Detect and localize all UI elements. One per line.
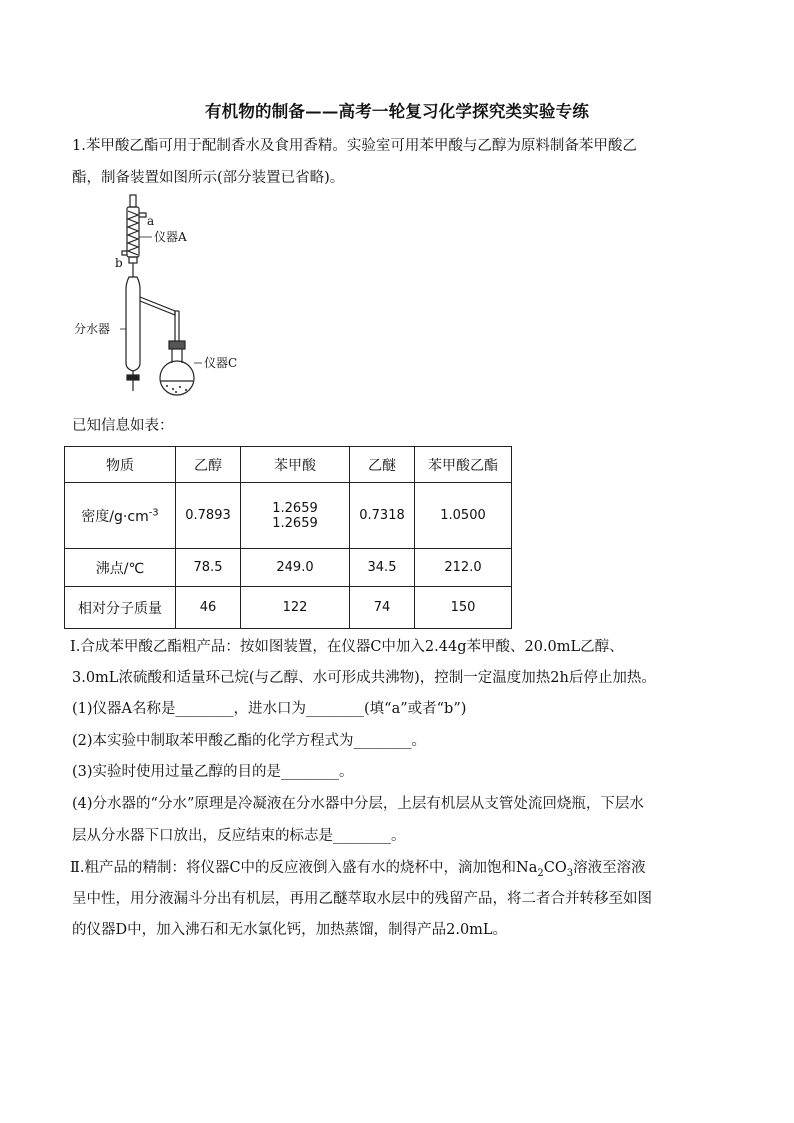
table-row-boiling-point xyxy=(65,549,512,587)
table-cell: 34.5 xyxy=(350,549,415,587)
sub-question-1: (1)仪器A名称是________，进水口为________(填“a”或者“b”) xyxy=(72,701,467,717)
question-1-line-1: 1.苯甲酸乙酯可用于配制香水及食用香精。实验室可用苯甲酸与乙醇为原料制备苯甲酸乙 xyxy=(72,138,637,154)
label-water-separator: 分水器 xyxy=(74,322,111,336)
table-row-molar-mass xyxy=(65,587,512,629)
row-label-density: 密度$/g\cdot cm^{-3}$ xyxy=(65,483,176,549)
sub-question-4-line-2: 层从分水器下口放出，反应结束的标志是________。 xyxy=(72,828,406,844)
sub-question-3: (3)实验时使用过量乙醇的目的是________。 xyxy=(72,764,354,780)
row-label-boiling-point: 沸点/℃ xyxy=(65,549,176,587)
row-label-molar-mass: 相对分子质量 xyxy=(65,587,176,629)
page-title: 有机物的制备——高考一轮复习化学探究类实验专练 xyxy=(204,102,590,121)
table-row-density xyxy=(65,483,512,549)
table-cell: 1.0500 xyxy=(415,483,512,549)
header-cell: 苯甲酸乙酯 xyxy=(415,447,512,483)
table-cell: 212.0 xyxy=(415,549,512,587)
header-cell: 乙醚 xyxy=(350,447,415,483)
table-cell: 150 xyxy=(415,587,512,629)
label-b: b xyxy=(115,256,123,270)
table-cell: 1.2659 1.2659 xyxy=(241,483,350,549)
header-cell: 物质 xyxy=(65,447,176,483)
table-cell: 78.5 xyxy=(176,549,241,587)
part-2-line-3: 的仪器D中，加入沸石和无水氯化钙，加热蒸馏，制得产品2.0mL。 xyxy=(72,922,508,938)
table-cell: 249.0 xyxy=(241,549,350,587)
table-cell: 0.7318 xyxy=(350,483,415,549)
question-1-line-2: 酯，制备装置如图所示(部分装置已省略)。 xyxy=(72,170,345,186)
table-cell: 74 xyxy=(350,587,415,629)
part-1-line-2: 3.0mL浓硫酸和适量环己烷(与乙醇、水可形成共沸物)，控制一定温度加热2h后停止加热。 xyxy=(72,670,656,686)
label-instrument-c: 仪器C xyxy=(204,356,238,370)
header-cell: 乙醇 xyxy=(176,447,241,483)
sub-question-2: (2)本实验中制取苯甲酸乙酯的化学方程式为________。 xyxy=(72,733,427,749)
table-cell: 122 xyxy=(241,587,350,629)
part-2-line-2: 呈中性，用分液漏斗分出有机层，再用乙醚萃取水层中的残留产品，将二者合并转移至如图 xyxy=(72,891,652,907)
part-1-line-1: Ⅰ.合成苯甲酸乙酯粗产品：按如图装置，在仪器C中加入2.44g苯甲酸、20.0mL乙醇、 xyxy=(70,639,624,655)
label-a: a xyxy=(147,214,155,228)
label-instrument-a: 仪器A xyxy=(154,230,187,244)
part-2-line-1: Ⅱ.粗产品的精制：将仪器C中的反应液倒入盛有水的烧杯中，滴加饱和$Na_2CO_3$溶液至溶液 xyxy=(70,860,646,879)
properties-table xyxy=(64,446,512,629)
table-cell: 46 xyxy=(176,587,241,629)
known-info-heading: 已知信息如表： xyxy=(72,418,174,434)
apparatus-diagram xyxy=(72,193,272,400)
sub-question-4-line-1: (4)分水器的“分水”原理是冷凝液在分水器中分层，上层有机层从支管处流回烧瓶，下层水 xyxy=(72,796,644,812)
header-cell: 苯甲酸 xyxy=(241,447,350,483)
table-cell: 0.7893 xyxy=(176,483,241,549)
table-header-row xyxy=(65,447,512,483)
